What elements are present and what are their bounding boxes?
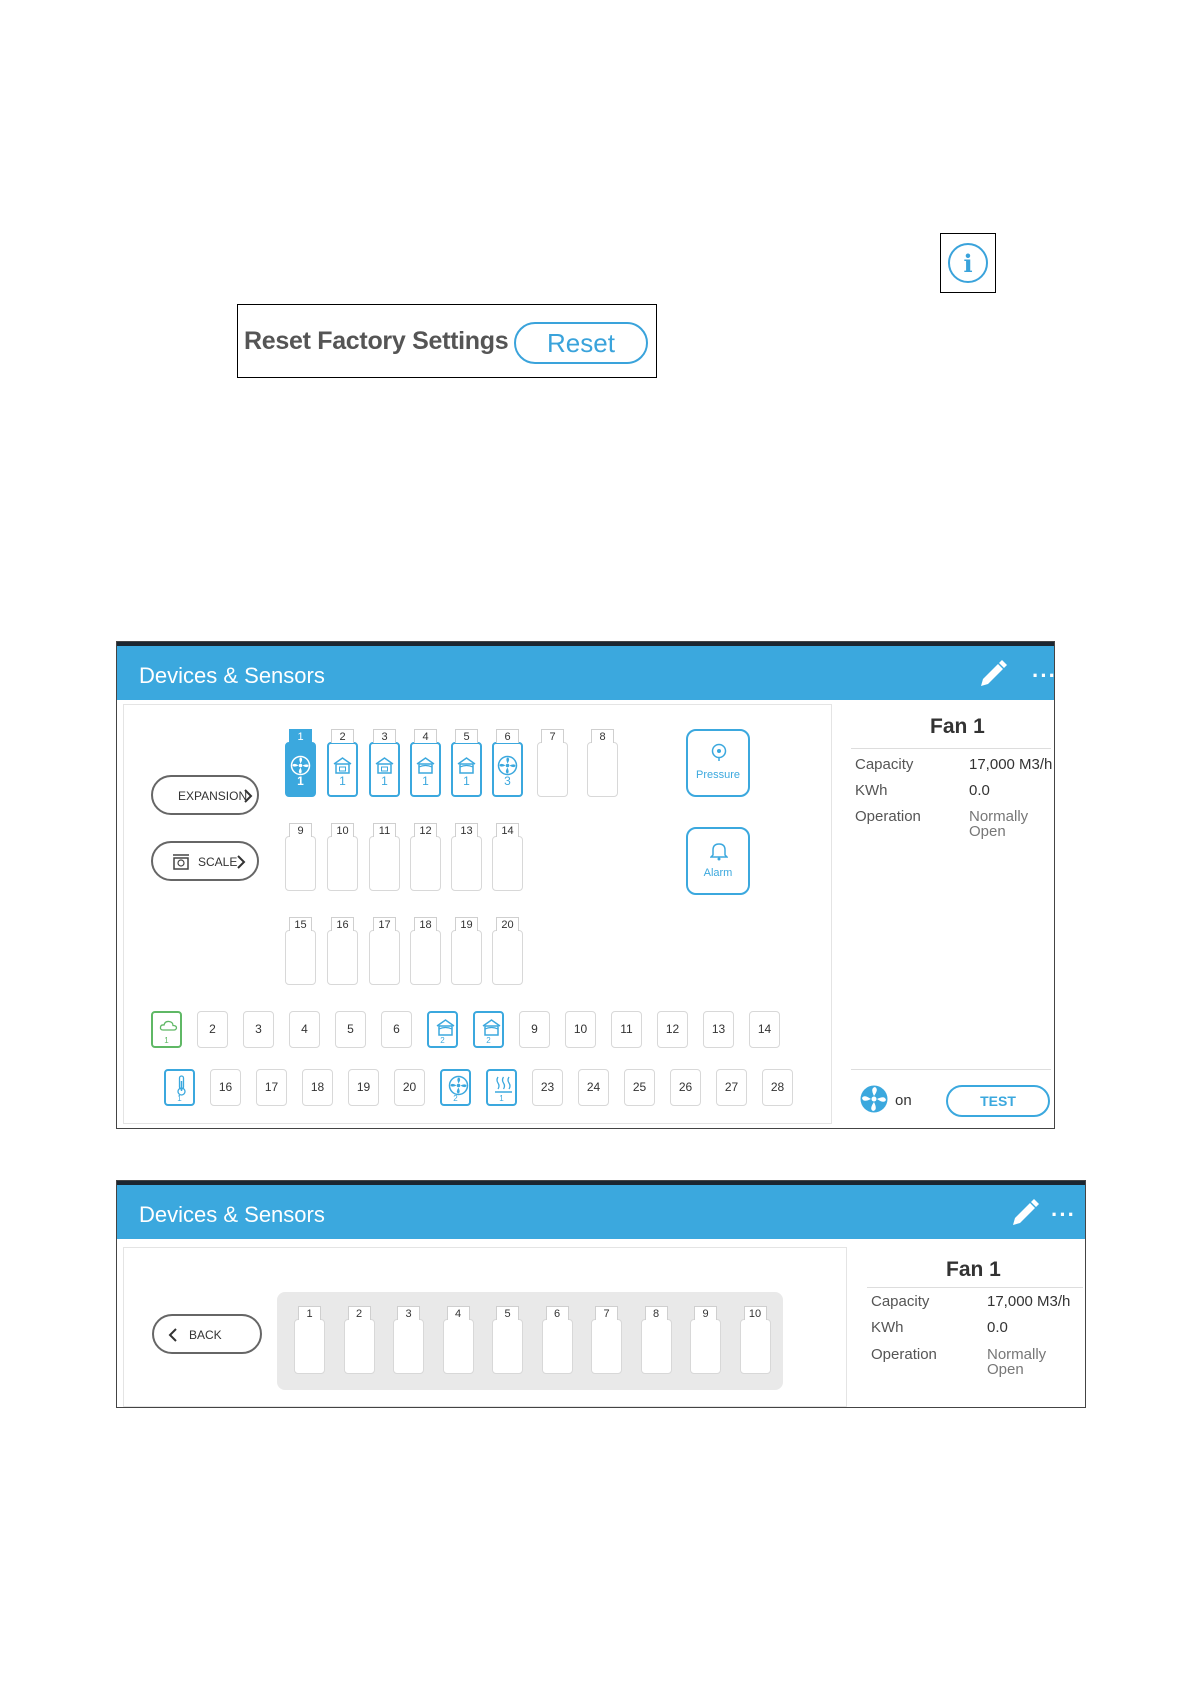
sensor-number: 20 <box>402 1080 417 1094</box>
inlet-icon <box>332 755 353 776</box>
relay-body <box>641 1319 672 1374</box>
operation-label: Operation <box>871 1346 937 1363</box>
relay-body <box>410 930 441 985</box>
relay-slot-17[interactable] <box>369 917 400 985</box>
sensor-number: 23 <box>540 1080 555 1094</box>
info-icon-frame <box>940 233 996 293</box>
bell-icon <box>710 841 728 861</box>
devices-sensors-panel <box>116 641 1055 1129</box>
relay-body <box>369 836 400 891</box>
operation-label: Operation <box>855 808 921 825</box>
relay-number: 10 <box>744 1306 767 1320</box>
expansion-slot-area <box>123 1247 847 1407</box>
operation-value-line2: Open <box>987 1361 1024 1378</box>
relay-number: 17 <box>373 917 396 931</box>
sensor-input-curtain[interactable] <box>427 1011 458 1048</box>
sensor-input-27[interactable] <box>716 1069 747 1106</box>
relay-number: 18 <box>414 917 437 931</box>
relay-number: 15 <box>289 917 312 931</box>
capacity-value: 17,000 M3/h <box>987 1293 1071 1310</box>
sensor-input-14[interactable] <box>749 1011 780 1048</box>
relay-slot-9[interactable] <box>690 1306 721 1374</box>
relay-slot-5[interactable] <box>451 729 482 797</box>
relay-slot-15[interactable] <box>285 917 316 985</box>
weather-icon <box>159 1017 178 1034</box>
relay-sub-index: 1 <box>463 774 470 788</box>
sensor-input-9[interactable] <box>519 1011 550 1048</box>
relay-sub-index: 1 <box>422 774 429 788</box>
relay-number: 8 <box>645 1306 668 1320</box>
relay-slot-8[interactable] <box>587 729 618 797</box>
relay-body <box>327 930 358 985</box>
relay-number: 20 <box>496 917 519 931</box>
device-name: Fan 1 <box>946 1258 1001 1281</box>
relay-number: 2 <box>348 1306 371 1320</box>
panel-header <box>117 1185 1085 1239</box>
sensor-input-fan[interactable] <box>440 1069 471 1106</box>
relay-number: 5 <box>496 1306 519 1320</box>
scale-button[interactable] <box>151 841 259 881</box>
panel-header <box>117 646 1057 700</box>
alarm-button[interactable] <box>686 827 750 895</box>
relay-sub-index: 1 <box>339 774 346 788</box>
relay-slot-6[interactable] <box>492 729 523 797</box>
sensor-input-5[interactable] <box>335 1011 366 1048</box>
sensor-input-26[interactable] <box>670 1069 701 1106</box>
sensor-number: 13 <box>711 1022 726 1036</box>
relay-slot-20[interactable] <box>492 917 523 985</box>
relay-number: 5 <box>455 729 478 743</box>
more-options-icon[interactable]: ··· <box>1051 1202 1076 1227</box>
divider <box>851 1069 1051 1070</box>
relay-number: 4 <box>414 729 437 743</box>
relay-slot-4[interactable] <box>410 729 441 797</box>
relay-slot-5[interactable] <box>492 1306 523 1374</box>
panel-title: Devices & Sensors <box>139 1202 325 1227</box>
relay-slot-13[interactable] <box>451 823 482 891</box>
relay-slot-9[interactable] <box>285 823 316 891</box>
curtain-icon <box>481 1017 502 1038</box>
sensor-index: 2 <box>440 1036 445 1045</box>
sensor-number: 11 <box>620 1022 633 1036</box>
chevron-right-icon <box>236 854 246 870</box>
sensor-input-weather[interactable] <box>151 1011 182 1048</box>
reset-factory-settings-label: Reset Factory Settings <box>244 327 509 355</box>
sensor-number: 4 <box>301 1022 308 1036</box>
sensor-number: 10 <box>573 1022 588 1036</box>
relay-slot-12[interactable] <box>410 823 441 891</box>
fan-icon <box>290 755 311 776</box>
sensor-number: 27 <box>724 1080 739 1094</box>
sensor-input-28[interactable] <box>762 1069 793 1106</box>
sensor-number: 28 <box>770 1080 785 1094</box>
relay-slot-7[interactable] <box>537 729 568 797</box>
relay-body <box>369 930 400 985</box>
operation-value-line1: Normally <box>987 1346 1047 1363</box>
fan-status-text: on <box>895 1092 912 1109</box>
more-options-icon[interactable]: ··· <box>1032 663 1057 688</box>
relay-number: 2 <box>331 729 354 743</box>
kwh-label: KWh <box>855 782 888 799</box>
relay-body <box>690 1319 721 1374</box>
sensor-input-12[interactable] <box>657 1011 688 1048</box>
curtain-icon <box>456 755 477 776</box>
sensor-input-4[interactable] <box>289 1011 320 1048</box>
relay-sub-index: 3 <box>504 774 511 788</box>
device-name: Fan 1 <box>930 715 985 738</box>
sensor-input-16[interactable] <box>210 1069 241 1106</box>
curtain-icon <box>415 755 436 776</box>
relay-number: 14 <box>496 823 519 837</box>
relay-body <box>451 930 482 985</box>
relay-body <box>393 1319 424 1374</box>
relay-number: 16 <box>331 917 354 931</box>
relay-number: 12 <box>414 823 437 837</box>
relay-body <box>451 836 482 891</box>
kwh-label: KWh <box>871 1319 904 1336</box>
relay-slot-2[interactable] <box>327 729 358 797</box>
scale-label: SCALE <box>198 855 238 869</box>
test-button[interactable]: TEST <box>946 1085 1050 1117</box>
relay-number: 3 <box>397 1306 420 1320</box>
capacity-label: Capacity <box>871 1293 930 1310</box>
relay-number: 3 <box>373 729 396 743</box>
relay-body <box>587 742 618 797</box>
sensor-input-curtain[interactable] <box>473 1011 504 1048</box>
sensor-number: 17 <box>264 1080 279 1094</box>
capacity-value: 17,000 M3/h <box>969 756 1053 773</box>
relay-number: 4 <box>447 1306 470 1320</box>
relay-number: 6 <box>546 1306 569 1320</box>
heater-icon <box>494 1075 513 1095</box>
sensor-input-13[interactable] <box>703 1011 734 1048</box>
operation-value-line1: Normally <box>969 808 1029 825</box>
expansion-label: EXPANSION <box>178 789 248 803</box>
sensor-input-2[interactable] <box>197 1011 228 1048</box>
sensor-number: 6 <box>393 1022 400 1036</box>
relay-slot-11[interactable] <box>369 823 400 891</box>
relay-number: 6 <box>496 729 519 743</box>
sensor-number: 5 <box>347 1022 354 1036</box>
relay-number: 9 <box>694 1306 717 1320</box>
edit-pencil-icon[interactable] <box>975 658 1009 692</box>
relay-body <box>591 1319 622 1374</box>
sensor-input-19[interactable] <box>348 1069 379 1106</box>
sensor-input-24[interactable] <box>578 1069 609 1106</box>
relay-slot-2[interactable] <box>344 1306 375 1374</box>
relay-number: 9 <box>289 823 312 837</box>
relay-number: 1 <box>289 729 312 743</box>
chevron-left-icon <box>168 1327 178 1343</box>
relay-body <box>294 1319 325 1374</box>
sensor-input-heater[interactable] <box>486 1069 517 1106</box>
chevron-right-icon <box>243 788 253 804</box>
relay-body <box>327 836 358 891</box>
sensor-input-6[interactable] <box>381 1011 412 1048</box>
sensor-input-thermometer[interactable] <box>164 1069 195 1106</box>
edit-pencil-icon[interactable] <box>1007 1197 1041 1231</box>
relay-body <box>740 1319 771 1374</box>
sensor-index: 2 <box>486 1036 491 1045</box>
relay-slot-1[interactable] <box>285 729 316 797</box>
relay-body <box>492 1319 523 1374</box>
sensor-input-20[interactable] <box>394 1069 425 1106</box>
relay-body <box>285 930 316 985</box>
capacity-label: Capacity <box>855 756 914 773</box>
sensor-number: 19 <box>356 1080 371 1094</box>
relay-slot-3[interactable] <box>369 729 400 797</box>
relay-body <box>492 930 523 985</box>
panel-title: Devices & Sensors <box>139 663 325 688</box>
relay-number: 13 <box>455 823 478 837</box>
relay-slot-10[interactable] <box>740 1306 771 1374</box>
pressure-icon <box>710 743 728 763</box>
relay-number: 1 <box>298 1306 321 1320</box>
sensor-input-10[interactable] <box>565 1011 596 1048</box>
scale-icon <box>172 853 190 871</box>
sensor-number: 3 <box>255 1022 262 1036</box>
relay-number: 7 <box>541 729 564 743</box>
kwh-value: 0.0 <box>987 1319 1008 1336</box>
sensor-index: 1 <box>499 1094 504 1103</box>
reset-button[interactable]: Reset <box>514 322 648 364</box>
sensor-number: 26 <box>678 1080 693 1094</box>
inlet-icon <box>374 755 395 776</box>
back-label: BACK <box>189 1328 222 1342</box>
sensor-number: 14 <box>757 1022 772 1036</box>
relay-body <box>410 836 441 891</box>
relay-body <box>443 1319 474 1374</box>
relay-body <box>542 1319 573 1374</box>
sensor-index: 2 <box>453 1094 458 1103</box>
sensor-input-23[interactable] <box>532 1069 563 1106</box>
curtain-icon <box>435 1017 456 1038</box>
relay-slot-16[interactable] <box>327 917 358 985</box>
sensor-input-11[interactable] <box>611 1011 642 1048</box>
relay-body <box>285 836 316 891</box>
fan-icon <box>497 755 518 776</box>
relay-slot-18[interactable] <box>410 917 441 985</box>
sensor-number: 24 <box>586 1080 601 1094</box>
sensor-number: 18 <box>310 1080 325 1094</box>
relay-sub-index: 1 <box>297 774 304 788</box>
fan-status-icon <box>859 1084 889 1114</box>
devices-sensors-expansion-panel <box>116 1180 1086 1408</box>
reset-factory-settings-section <box>237 304 657 378</box>
sensor-number: 2 <box>209 1022 216 1036</box>
sensor-index: 1 <box>177 1094 182 1103</box>
relay-body <box>344 1319 375 1374</box>
relay-body <box>492 836 523 891</box>
sensor-input-18[interactable] <box>302 1069 333 1106</box>
back-button[interactable] <box>152 1314 262 1354</box>
relay-slot-7[interactable] <box>591 1306 622 1374</box>
pressure-label: Pressure <box>695 769 741 781</box>
relay-slot-4[interactable] <box>443 1306 474 1374</box>
relay-body <box>537 742 568 797</box>
relay-number: 10 <box>331 823 354 837</box>
relay-slot-8[interactable] <box>641 1306 672 1374</box>
relay-sub-index: 1 <box>381 774 388 788</box>
divider <box>867 1287 1083 1288</box>
relay-slot-6[interactable] <box>542 1306 573 1374</box>
relay-number: 8 <box>591 729 614 743</box>
divider <box>851 748 1051 749</box>
device-map-area <box>123 704 832 1124</box>
sensor-number: 12 <box>665 1022 680 1036</box>
sensor-input-25[interactable] <box>624 1069 655 1106</box>
info-icon[interactable]: i <box>948 243 988 283</box>
relay-slot-3[interactable] <box>393 1306 424 1374</box>
relay-slot-19[interactable] <box>451 917 482 985</box>
device-info-panel <box>849 1247 1085 1407</box>
alarm-label: Alarm <box>703 867 733 879</box>
relay-slot-1[interactable] <box>294 1306 325 1374</box>
pressure-button[interactable] <box>686 729 750 797</box>
sensor-number: 16 <box>218 1080 233 1094</box>
sensor-number: 25 <box>632 1080 647 1094</box>
kwh-value: 0.0 <box>969 782 990 799</box>
relay-number: 19 <box>455 917 478 931</box>
sensor-number: 9 <box>531 1022 538 1036</box>
sensor-input-3[interactable] <box>243 1011 274 1048</box>
relay-number: 7 <box>595 1306 618 1320</box>
operation-value-line2: Open <box>969 823 1006 840</box>
relay-number: 11 <box>373 823 396 837</box>
sensor-input-17[interactable] <box>256 1069 287 1106</box>
expansion-button[interactable] <box>151 775 259 815</box>
relay-slot-10[interactable] <box>327 823 358 891</box>
fan-icon <box>448 1075 469 1096</box>
sensor-index: 1 <box>164 1036 169 1045</box>
relay-slot-14[interactable] <box>492 823 523 891</box>
device-info-panel <box>833 704 1053 1124</box>
